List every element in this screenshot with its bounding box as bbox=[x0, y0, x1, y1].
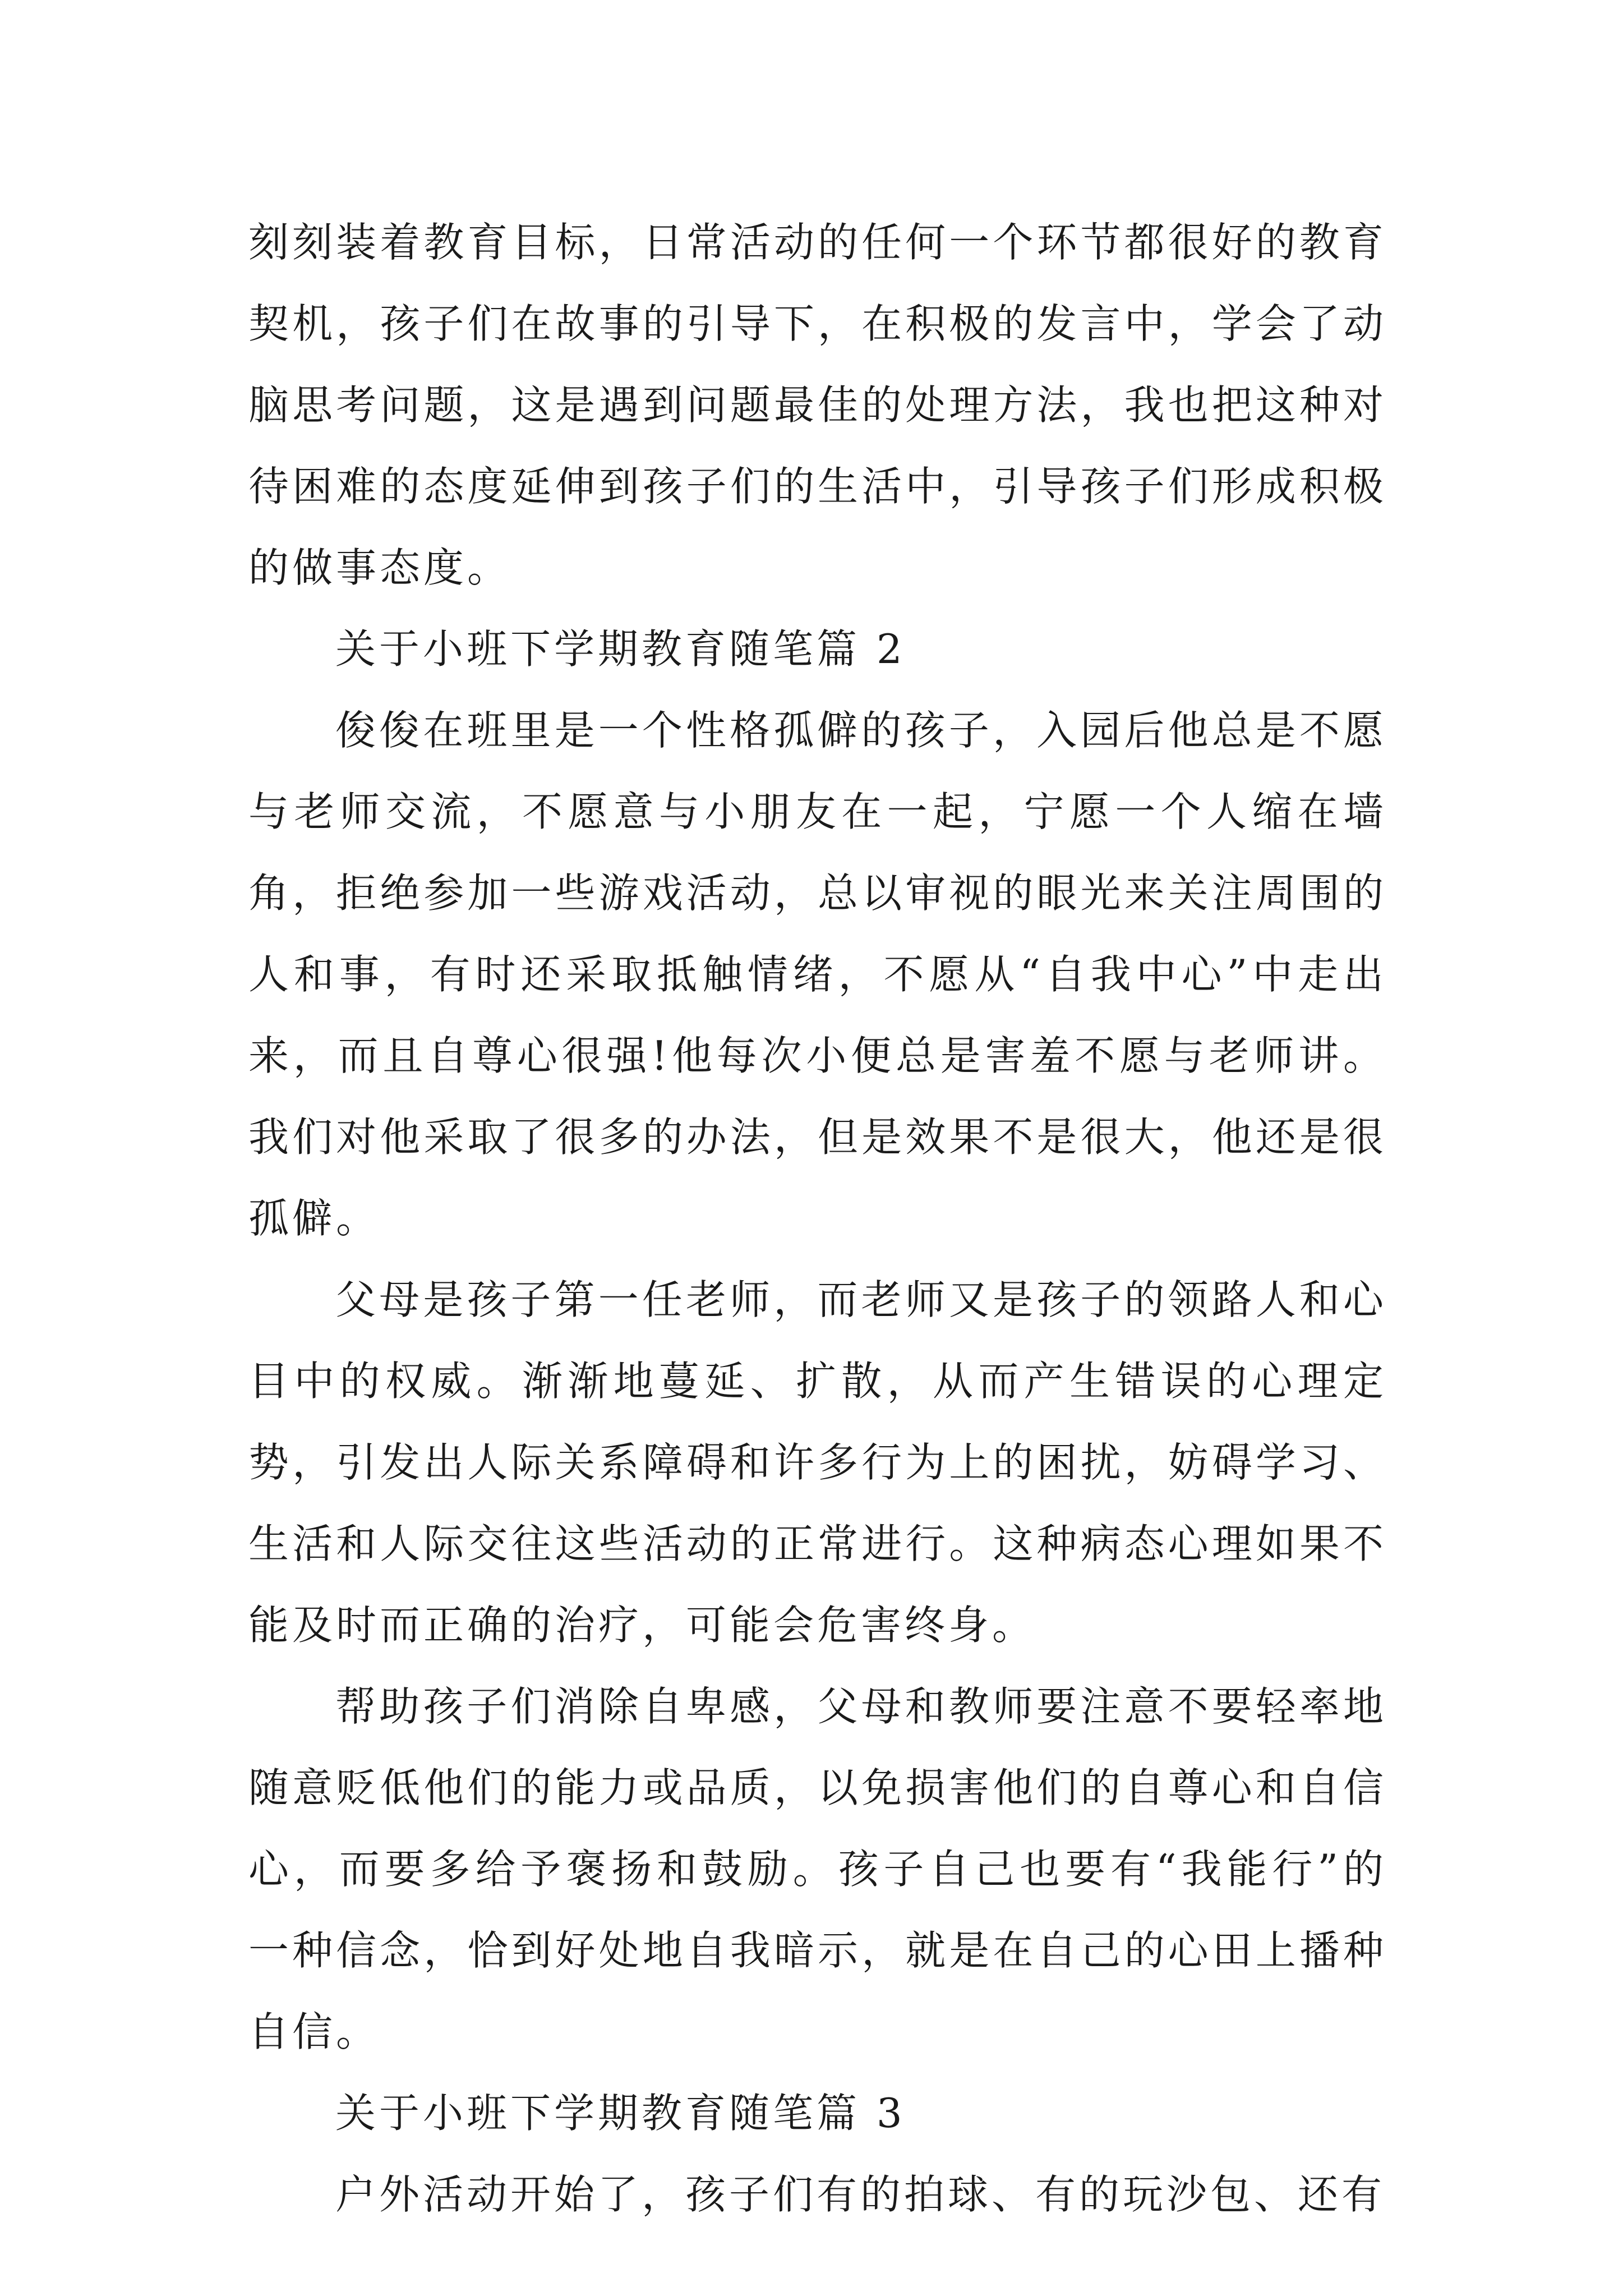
document-body bbox=[248, 202, 1387, 2235]
paragraph: 帮助孩子们消除自卑感，父母和教师要注意不要轻率地随意贬低他们的能力或品质，以免损害他们的自尊心和自信心，而要多给予褒扬和鼓励。孩子自己也要有“我能行”的一种信念，恰到好处地自我暗示，就是在自己的心田上播种自信。 bbox=[248, 1683, 1387, 2055]
paragraph: 俊俊在班里是一个性格孤僻的孩子，入园后他总是不愿与老师交流，不愿意与小朋友在一起，宁愿一个人缩在墙角，拒绝参加一些游戏活动，总以审视的眼光来关注周围的人和事，有时还采取抵触情绪，不愿从“自我中心”中走出来，而且自尊心很强!他每次小便总是害羞不愿与老师讲。我们对他采取了很多的办法，但是效果不是很大，他还是很孤僻。 bbox=[248, 707, 1387, 1242]
paragraph: 户外活动开始了，孩子们有的拍球、有的玩沙包、还有 bbox=[335, 2171, 1386, 2218]
paragraph-continued: 刻刻装着教育目标，日常活动的任何一个环节都很好的教育契机，孩子们在故事的引导下，在积极的发言中，学会了动脑思考问题，这是遇到问题最佳的处理方法，我也把这种对待困难的态度延伸到孩子们的生活中，引导孩子们形成积极的做事态度。 bbox=[248, 219, 1387, 591]
section-heading-3: 关于小班下学期教育随笔篇 3 bbox=[335, 2090, 906, 2137]
section-heading-2: 关于小班下学期教育随笔篇 2 bbox=[335, 625, 906, 673]
paragraph: 父母是孩子第一任老师，而老师又是孩子的领路人和心目中的权威。渐渐地蔓延、扩散，从而产生错误的心理定势，引发出人际关系障碍和许多行为上的困扰，妨碍学习、生活和人际交往这些活动的正常进行。这种病态心理如果不能及时而正确的治疗，可能会危害终身。 bbox=[248, 1276, 1387, 1649]
